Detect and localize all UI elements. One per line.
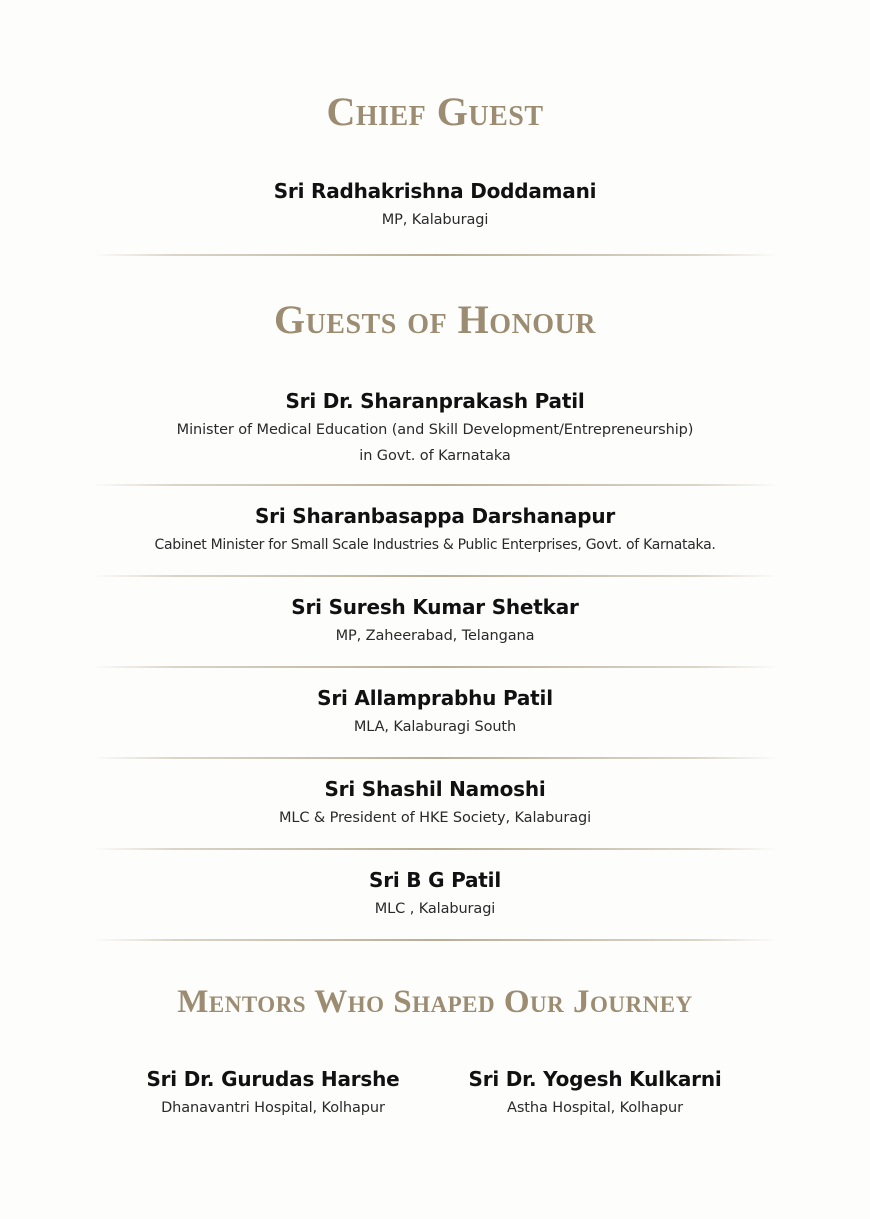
guest-role: MP, Zaheerabad, Telangana [335, 628, 535, 644]
mentor-entry [430, 1066, 760, 1121]
honour-guest-entry [0, 594, 870, 649]
honour-guest-entry [0, 388, 870, 469]
mentor-role: Astha Hospital, Kolhapur [507, 1100, 683, 1116]
section-divider [92, 939, 778, 941]
chief-guest-entry [0, 178, 870, 233]
section-divider [92, 254, 778, 256]
guest-name: Sri Sharanbasappa Darshanapur [254, 504, 616, 528]
honour-guest-entry [0, 685, 870, 740]
mentor-name: Sri Dr. Gurudas Harshe [146, 1067, 400, 1091]
honour-guest-entry [0, 776, 870, 831]
guest-role: MLA, Kalaburagi South [353, 719, 517, 735]
guest-role: MLC & President of HKE Society, Kalaburagi [278, 810, 592, 826]
guest-name: Sri Dr. Sharanprakash Patil [285, 389, 585, 413]
guest-name: Sri Suresh Kumar Shetkar [291, 595, 579, 619]
honour-guest-entry [0, 503, 870, 558]
guest-name: Sri Allamprabhu Patil [317, 686, 553, 710]
entry-divider [92, 666, 778, 668]
guest-name: Sri B G Patil [369, 868, 501, 892]
entry-divider [92, 484, 778, 486]
guest-role: Minister of Medical Education (and Skill Development/Entrepreneurship) [176, 422, 694, 438]
guest-role: Cabinet Minister for Small Scale Industries & Public Enterprises, Govt. of Karnataka. [154, 537, 716, 553]
mentors-heading: Mentors Who Shaped Our Journey [177, 984, 693, 1020]
guest-name: Sri Radhakrishna Doddamani [273, 179, 597, 203]
entry-divider [92, 757, 778, 759]
entry-divider [92, 575, 778, 577]
chief-guest-heading: Chief Guest [326, 89, 544, 134]
guests-of-honour-heading: Guests of Honour [273, 297, 597, 342]
mentor-entry [108, 1066, 438, 1121]
guest-name: Sri Shashil Namoshi [324, 777, 546, 801]
guest-role-line2: in Govt. of Karnataka [359, 448, 511, 464]
mentor-role: Dhanavantri Hospital, Kolhapur [161, 1100, 385, 1116]
guest-role: MLC , Kalaburagi [374, 901, 496, 917]
mentor-name: Sri Dr. Yogesh Kulkarni [468, 1067, 722, 1091]
honour-guest-entry [0, 867, 870, 922]
guest-role: MP, Kalaburagi [381, 212, 489, 228]
entry-divider [92, 848, 778, 850]
